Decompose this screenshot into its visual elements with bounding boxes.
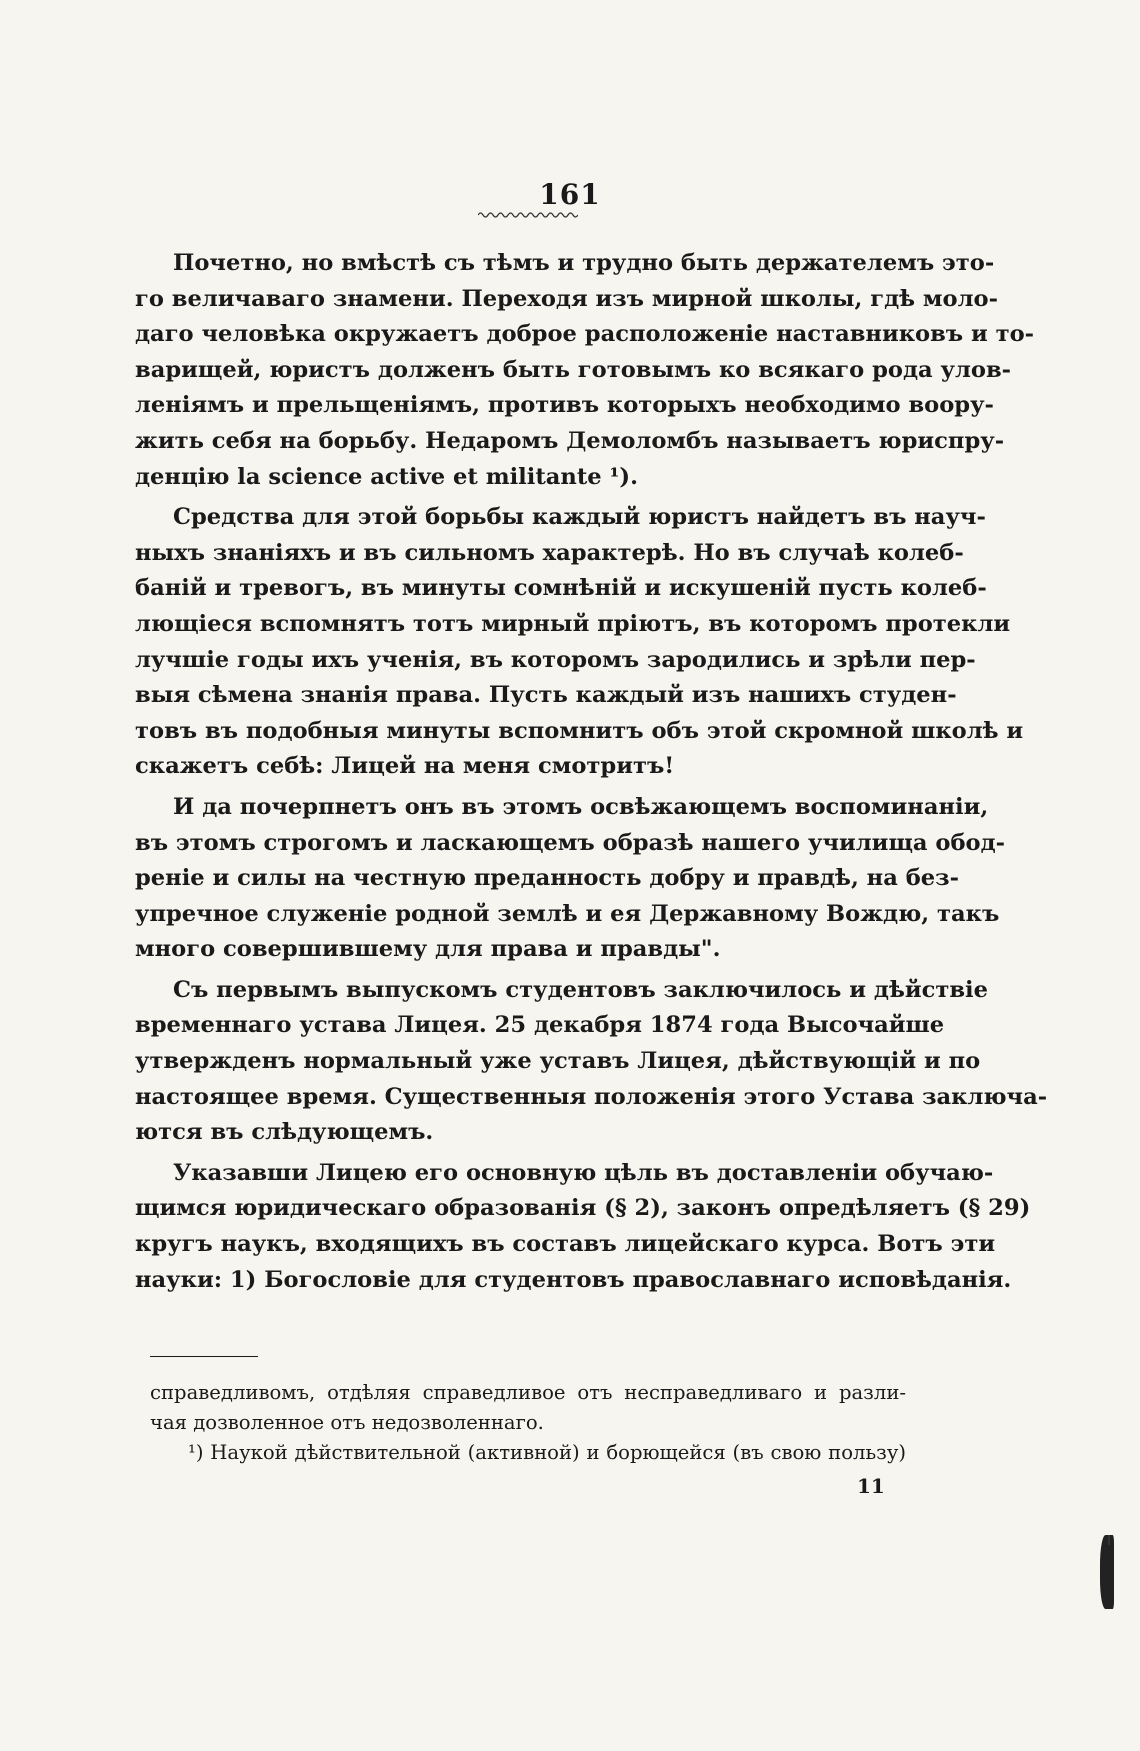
body-text: [135, 246, 1048, 1298]
text-line: жить себя на борьбу. Недаромъ Демоломбъ называетъ юриспру-: [135, 427, 1005, 454]
text-line: утвержденъ нормальный уже уставъ Лицея, дѣйствующій и по: [135, 1048, 981, 1075]
text-line: ныхъ знаніяхъ и въ сильномъ характерѣ. Но въ случаѣ колеб-: [135, 539, 964, 566]
text-line: даго человѣка окружаетъ доброе расположеніе наставниковъ и то-: [135, 321, 1035, 348]
paragraph-2: [135, 500, 1024, 785]
text-line: упречное служеніе родной землѣ и ея Державному Вождю, такъ: [135, 900, 1000, 927]
text-line: И да почерпнетъ онъ въ этомъ освѣжающемъ воспоминаніи,: [173, 793, 989, 820]
text-line: варищей, юристъ долженъ быть готовымъ ко всякаго рода улов-: [135, 356, 1012, 383]
text-line: Почетно, но вмѣстѣ съ тѣмъ и трудно быть держателемъ это-: [173, 250, 995, 276]
paragraph-5: [135, 1156, 1031, 1298]
text-line: выя сѣмена знанія права. Пусть каждый изъ нашихъ студен-: [135, 682, 957, 709]
text-line: лющіеся вспомнятъ тотъ мирный пріютъ, въ которомъ протекли: [135, 610, 1011, 637]
text-line: кругъ наукъ, входящихъ въ составъ лицейскаго курса. Вотъ эти: [135, 1231, 996, 1258]
text-line: Съ первымъ выпускомъ студентовъ заключилось и дѣйствіе: [173, 976, 988, 1003]
footnote-line: справедливомъ, отдѣляя справедливое отъ несправедливаго и разли-: [150, 1381, 906, 1404]
paragraph-3: [135, 790, 1006, 968]
page-edge-tick: [1108, 1535, 1110, 1545]
page-edge-mark: [1100, 1535, 1114, 1609]
footnote-rule: [150, 1356, 258, 1357]
text-line: денцію la science active et militante ¹).: [135, 463, 638, 490]
signature-mark: 11: [857, 1474, 885, 1498]
page-number: 161: [539, 178, 601, 211]
text-line: реніе и силы на честную преданность добру и правдѣ, на без-: [135, 865, 959, 892]
text-line: го величаваго знамени. Переходя изъ мирной школы, гдѣ моло-: [135, 285, 998, 312]
text-line: леніямъ и прельщеніямъ, противъ которыхъ необходимо воору-: [135, 392, 994, 419]
paragraph-4: [135, 973, 1048, 1151]
text-line: настоящее время. Существенныя положенія этого Устава заключа-: [135, 1083, 1048, 1110]
text-line: науки: 1) Богословіе для студентовъ православнаго исповѣданія.: [135, 1266, 1012, 1293]
text-line: въ этомъ строгомъ и ласкающемъ образѣ нашего училища обод-: [135, 829, 1006, 856]
footnote-line: чая дозволенное отъ недозволеннаго.: [150, 1411, 544, 1434]
footnotes: [150, 1378, 906, 1468]
footnote-line: ¹) Наукой дѣйствительной (активной) и борющейся (въ свою пользу): [188, 1441, 906, 1464]
text-line: щимся юридическаго образованія (§ 2), законъ опредѣляетъ (§ 29): [135, 1195, 1031, 1222]
paragraph-1: [135, 246, 1035, 495]
text-line: лучшіе годы ихъ ученія, въ которомъ зародились и зрѣли пер-: [135, 646, 976, 673]
text-line: товъ въ подобныя минуты вспомнитъ объ этой скромной школѣ и: [135, 717, 1024, 744]
text-line: скажетъ себѣ: Лицей на меня смотритъ!: [135, 753, 675, 780]
text-line: Указавши Лицею его основную цѣль въ доставленіи обучаю-: [173, 1159, 994, 1186]
text-line: ются въ слѣдующемъ.: [135, 1119, 434, 1146]
page-number-ornament: [478, 210, 578, 220]
text-line: Средства для этой борьбы каждый юристъ найдетъ въ науч-: [173, 504, 986, 531]
text-line: много совершившему для права и правды".: [135, 936, 721, 963]
text-line: баній и тревогъ, въ минуты сомнѣній и искушеній пусть колеб-: [135, 575, 987, 602]
text-line: временнаго устава Лицея. 25 декабря 1874 года Высочайше: [135, 1012, 945, 1039]
